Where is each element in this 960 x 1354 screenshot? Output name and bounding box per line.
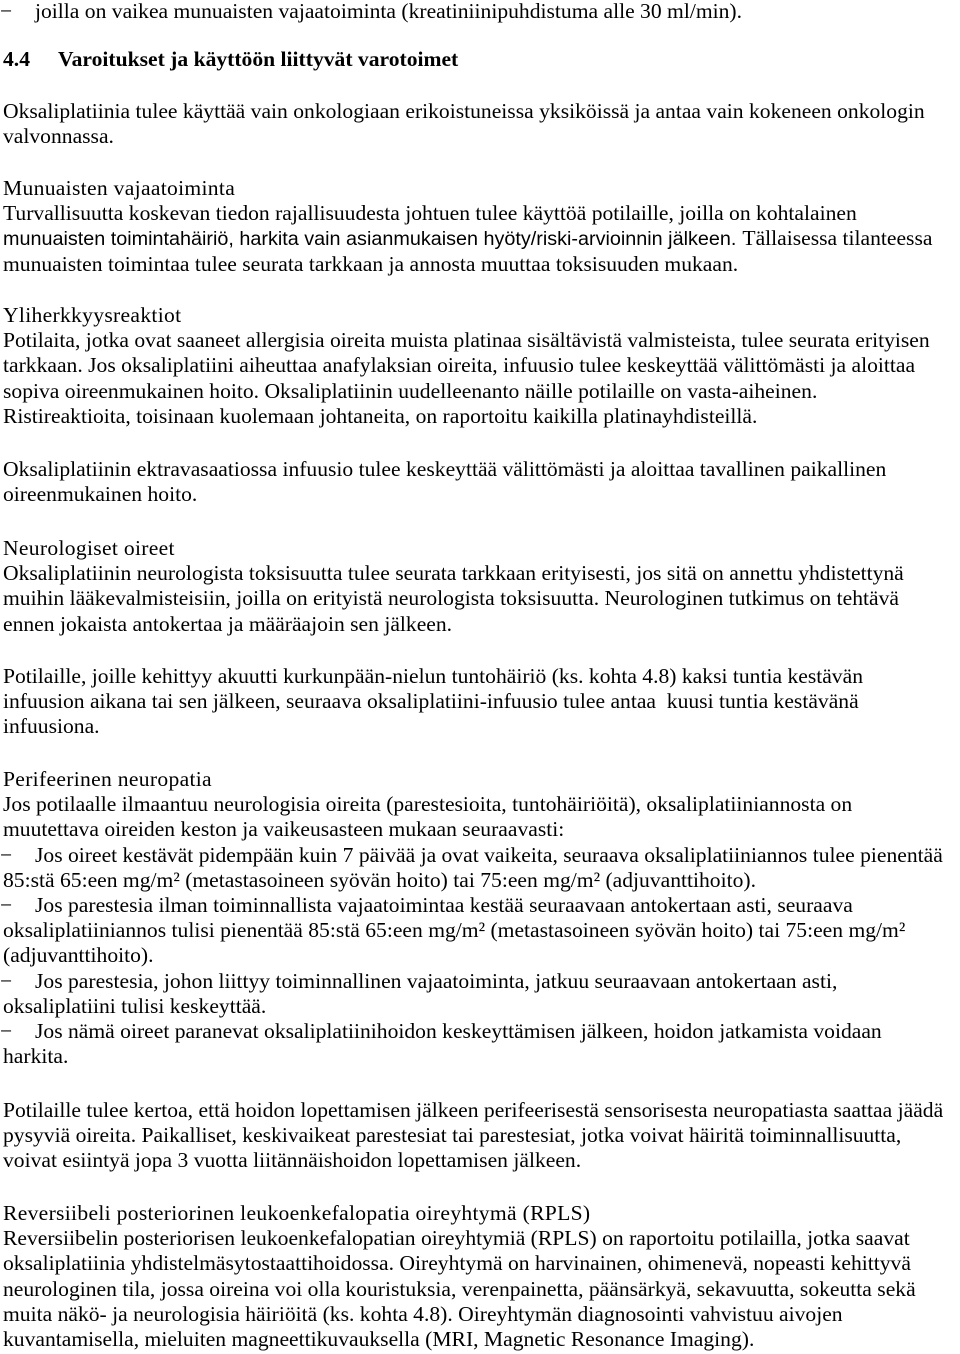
text-line: oksaliplatiini tulisi keskeyttää. <box>3 993 267 1018</box>
section-heading-line <box>3 47 958 72</box>
text-line: Turvallisuutta koskevan tiedon rajallisuudesta johtuen tulee käyttöä potilaille, joilla on kohtalainen <box>3 201 857 226</box>
text-line: muita näkö- ja neurologisia häiriöitä (ks. kohta 4.8). Oireyhtymän diagnosointi vahvistuu aivojen <box>3 1301 843 1326</box>
list-item-line <box>0 1018 958 1044</box>
text-line: infuusiona. <box>3 714 100 739</box>
list-item <box>0 968 958 1019</box>
text-line: neurologinen tila, jossa oireina voi olla kouristuksia, verenpainetta, päänsärkyä, sekavuutta, sokeutta sekä <box>3 1276 916 1301</box>
text-line: oksaliplatiinia yhdistelmäsytostaattihoidossa. Oireyhtymä on harvinainen, ohimenevä, nopeasti kehittyvä <box>3 1251 911 1276</box>
extravasation-paragraph <box>3 457 958 507</box>
text-line: kuvantamisella, mieluiten magneettikuvauksella (MRI, Magnetic Resonance Imaging). <box>3 1326 755 1351</box>
list-item-text: Jos nämä oireet paranevat oksaliplatiinihoidon keskeyttämisen jälkeen, hoidon jatkamista voidaan <box>35 1018 882 1043</box>
list-item-text: Jos parestesia ilman toiminnallista vajaatoimintaa kestää seuraavaan antokertaan asti, seuraava <box>35 892 853 917</box>
neuropathy-section <box>0 767 958 1069</box>
text-line: Oksaliplatiinin neurologista toksisuutta tulee seurata tarkkaan erityisesti, jos sitä on annettu yhdistettynä <box>3 561 904 586</box>
neurological-section <box>3 536 958 637</box>
text-line: Jos potilaalle ilmaantuu neurologisia oireita (parestesioita, tuntohäiriöitä), oksaliplatiiniannosta on <box>3 792 853 817</box>
text-line: muutettava oireiden keston ja vaikeusasteen mukaan seuraavasti: <box>3 817 565 842</box>
text-segment-serif: Tällaisessa tilanteessa <box>742 226 933 251</box>
list-bullet: − <box>0 842 13 867</box>
text-line: Oksaliplatiinia tulee käyttää vain onkologiaan erikoistuneissa yksiköissä ja antaa vain kokeneen onkologin <box>3 99 925 123</box>
list-item-text: joilla on vaikea munuaisten vajaatoiminta (kreatiniinipuhdistuma alle 30 ml/min). <box>35 0 743 23</box>
text-line: Oksaliplatiinin ektravasaatiossa infuusio tulee keskeyttää välittömästi ja aloittaa tavallinen paikallinen <box>3 457 887 481</box>
neurological-heading: Neurologiset oireet <box>3 536 175 560</box>
list-bullet: − <box>0 0 13 23</box>
intro-list-item <box>0 0 958 24</box>
text-line: tarkkaan. Jos oksaliplatiini aiheuttaa anafylaksian oireita, infuusio tulee keskeyttää välittömästi ja aloittaa <box>3 353 916 378</box>
text-line: pysyviä oireita. Paikalliset, keskivaikeat parestesiat tai parestesiat, jotka voivat häiritä toiminnallisuutta, <box>3 1123 902 1148</box>
text-line: ennen jokaista antokertaa ja määräajoin sen jälkeen. <box>3 611 453 636</box>
text-line: 85:stä 65:een mg/m² (metastasoineen syövän hoito) tai 75:een mg/m² (adjuvanttihoito). <box>3 867 756 892</box>
text-line: munuaisten toimintaa tulee seurata tarkkaan ja annosta muuttaa toksisuuden mukaan. <box>3 251 739 276</box>
text-line: Ristireaktioita, toisinaan kuolemaan johtaneita, on raportoitu kaikilla platinayhdisteillä. <box>3 403 758 428</box>
text-line: muihin lääkevalmisteisiin, joilla on erityistä neurologista toksisuutta. Neurologinen tutkimus on tehtävä <box>3 586 899 611</box>
text-line: (adjuvanttihoito). <box>3 943 154 968</box>
list-item-text: Jos oireet kestävät pidempään kuin 7 päivää ja ovat vaikeita, seuraava oksaliplatiiniannos tulee pienentää <box>35 842 943 867</box>
persistence-paragraph <box>3 1098 958 1174</box>
section-heading <box>3 47 958 72</box>
general-paragraph <box>3 99 958 149</box>
hypersensitivity-section <box>3 303 958 429</box>
list-item <box>0 1018 958 1069</box>
text-line: voivat esiintyä jopa 3 vuotta liitännäishoidon lopettamisen jälkeen. <box>3 1148 582 1173</box>
list-item-line <box>0 0 958 24</box>
text-segment-sans: munuaisten toimintahäiriö, harkita vain asianmukaisen hyöty/riski-arvioinnin jälkeen. <box>3 228 737 251</box>
list-item <box>0 892 958 969</box>
list-item-line <box>0 892 958 918</box>
section-number: 4.4 <box>3 47 30 71</box>
renal-impairment-heading: Munuaisten vajaatoiminta <box>3 176 236 200</box>
text-line: Potilaille tulee kertoa, että hoidon lopettamisen jälkeen perifeerisestä sensorisesta neuropatiasta saattaa jäädä <box>3 1098 944 1122</box>
list-item-text: Jos parestesia, johon liittyy toiminnallinen vajaatoiminta, jatkuu seuraavaan antokertaan asti, <box>35 968 838 993</box>
renal-impairment-section <box>3 176 958 277</box>
list-item-line <box>0 842 958 868</box>
text-line: infuusion aikana tai sen jälkeen, seuraava oksaliplatiini-infuusio tulee antaa kuusi tuntia kestävänä <box>3 689 859 714</box>
list-bullet: − <box>0 1018 13 1043</box>
text-line-mixed <box>3 226 958 251</box>
rpls-heading: Reversiibeli posteriorinen leukoenkefalopatia oireyhtymä (RPLS) <box>3 1201 591 1225</box>
text-line: valvonnassa. <box>3 124 114 149</box>
list-item-line <box>0 968 958 994</box>
list-item <box>0 842 958 893</box>
laryngopharyngeal-paragraph <box>3 664 958 740</box>
rpls-section <box>3 1201 958 1352</box>
text-line: sopiva oireenmukainen hoito. Oksaliplatiinin uudelleenanto näille potilaille on vasta-aiheinen. <box>3 378 818 403</box>
hypersensitivity-heading: Yliherkkyysreaktiot <box>3 303 182 327</box>
text-line: harkita. <box>3 1044 69 1069</box>
list-bullet: − <box>0 892 13 917</box>
section-title: Varoitukset ja käyttöön liittyvät varotoimet <box>58 47 459 71</box>
list-bullet: − <box>0 968 13 993</box>
text-line: oksaliplatiiniannos tulisi pienentää 85:stä 65:een mg/m² (metastasoineen syövän hoito) tai 75:een mg/m² <box>3 918 906 943</box>
text-line: Potilaita, jotka ovat saaneet allergisia oireita muista platinaa sisältävistä valmisteista, tulee seurata erityisen <box>3 328 930 353</box>
text-line: Reversiibelin posteriorisen leukoenkefalopatian oireyhtymiä (RPLS) on raportoitu potilailla, jotka saavat <box>3 1226 910 1251</box>
text-line: oireenmukainen hoito. <box>3 482 198 507</box>
neuropathy-heading: Perifeerinen neuropatia <box>3 767 212 791</box>
text-line: Potilaille, joille kehittyy akuutti kurkunpään-nielun tuntohäiriö (ks. kohta 4.8) kaksi tuntia kestävän <box>3 664 863 688</box>
